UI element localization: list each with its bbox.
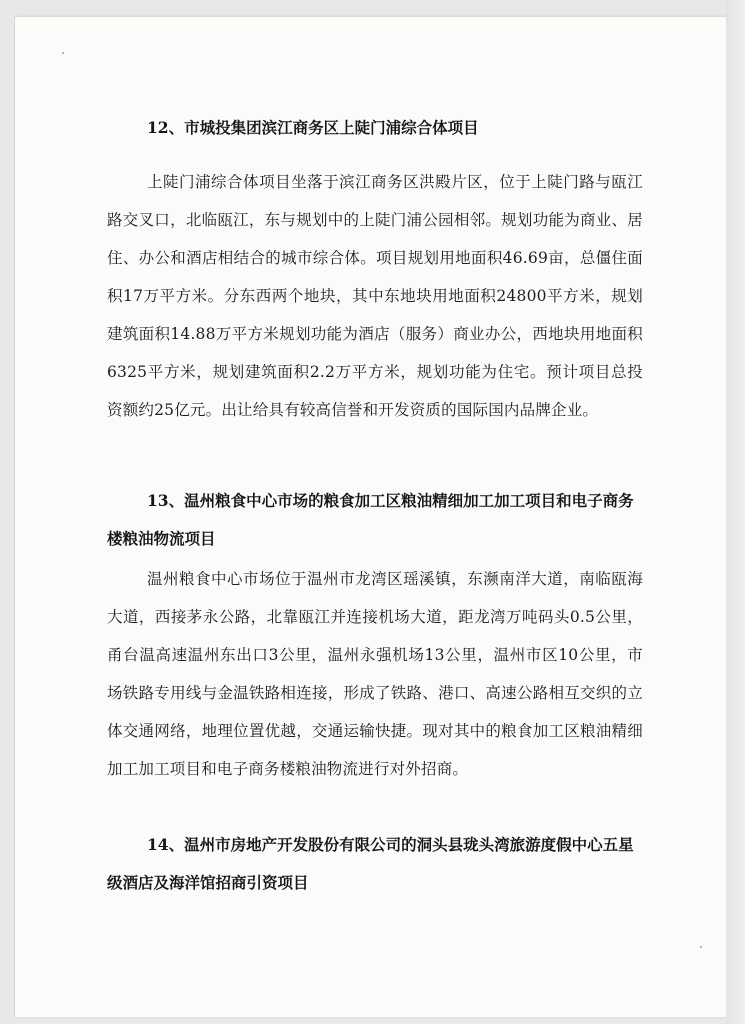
section-12 — [107, 109, 643, 147]
section-heading — [107, 826, 643, 902]
scan-speck — [700, 946, 702, 948]
scan-speck — [62, 52, 64, 54]
section-13-body — [107, 560, 643, 788]
section-heading — [107, 482, 643, 558]
section-heading — [107, 109, 643, 147]
section-13 — [107, 482, 643, 558]
scan-edge — [726, 0, 745, 1024]
section-heading-text: 13、温州粮食中心市场的粮食加工区粮油精细加工加工项目和电子商务楼粮油物流项目 — [107, 491, 634, 548]
section-paragraph: 上陡门浦综合体项目坐落于滨江商务区洪殿片区，位于上陡门路与瓯江路交叉口，北临瓯江，东与规划中的上陡门浦公园相邻。规划功能为商业、居住、办公和酒店相结合的城市综合体。项目规划用地面积46.69亩，总僵住面积17万平方米。分东西两个地块，其中东地块用地面积24800平方米，规划建筑面积14.88万平方米规划功能为酒店（服务）商业办公，西地块用地面积6325平方米，规划建筑面积2.2万平方米，规划功能为住宅。预计项目总投资额约25亿元。出让给具有较高信誉和开发资质的国际国内品牌企业。 — [107, 173, 643, 419]
section-12-body — [107, 163, 643, 429]
section-14 — [107, 826, 643, 902]
section-heading-text: 14、温州市房地产开发股份有限公司的洞头县珑头湾旅游度假中心五星级酒店及海洋馆招商引资项目 — [107, 835, 634, 892]
section-heading-text: 12、市城投集团滨江商务区上陡门浦综合体项目 — [147, 118, 479, 137]
section-paragraph: 温州粮食中心市场位于温州市龙湾区瑶溪镇，东濒南洋大道，南临瓯海大道，西接茅永公路，北靠瓯江并连接机场大道，距龙湾万吨码头0.5公里，甬台温高速温州东出口3公里，温州永强机场13公里，温州市区10公里，市场铁路专用线与金温铁路相连接，形成了铁路、港口、高速公路相互交织的立体交通网络，地理位置优越，交通运输快捷。现对其中的粮食加工区粮油精细加工加工项目和电子商务楼粮油物流进行对外招商。 — [107, 570, 643, 778]
